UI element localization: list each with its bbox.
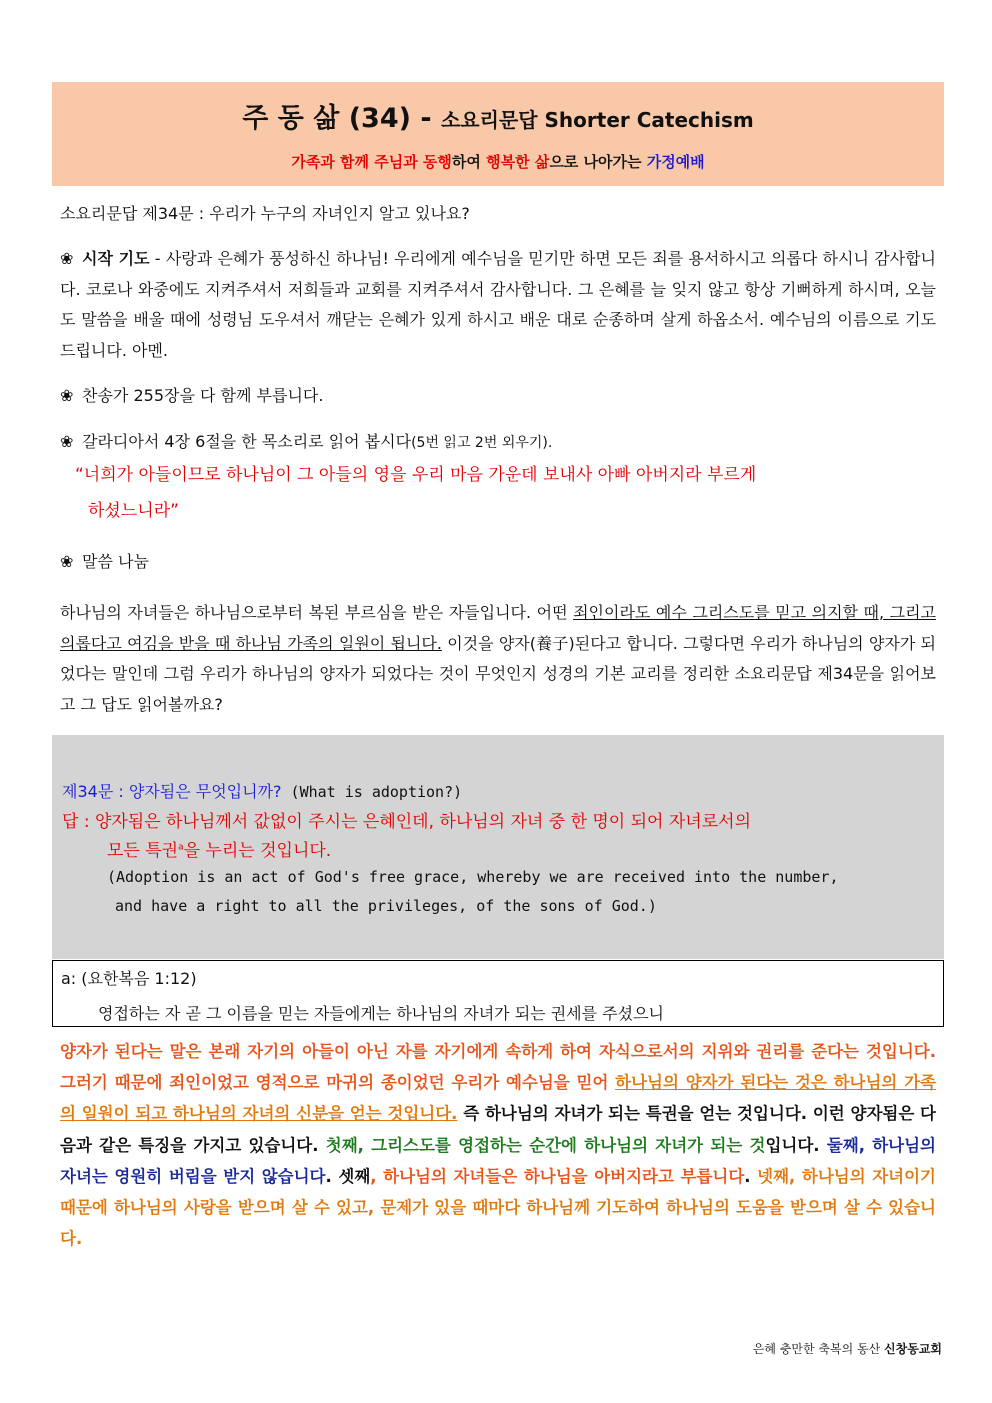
flower-bullet-icon: ❀ <box>60 386 74 405</box>
closing-segment: 셋째 <box>338 1166 371 1186</box>
question-label: 제34문 : 양자됨은 무엇입니까? <box>62 782 282 801</box>
catechism-english-line-2: and have a right to all the privileges, of the sons of God.) <box>115 897 657 915</box>
closing-segment: , 하나님의 자녀들은 하나님을 아버지라고 부릅니다 <box>370 1166 745 1186</box>
closing-segment: 둘째, 하나님의 자녀는 영원히 버림을 받지 않습니다 <box>60 1135 936 1186</box>
closing-segment: 입니다. <box>765 1135 827 1155</box>
sharing-text: 말씀 나눔 <box>82 552 149 571</box>
body-part-3: 이것을 양자(養子)된다고 합니다. 그렇다면 우리가 하나님의 양자가 되었다는 말인데 그럼 우리가 하나님의 양자가 되었다는 것이 무엇인지 성경의 기본 교리를 정리한 소요리문답 제34문을 읽어보고 그 답도 읽어볼까요? <box>60 633 936 714</box>
body-underlined: 죄인이라도 예수 그리스도를 믿고 의지할 때, 그리고 의롭다고 여김을 받을 때 하나님 가족의 일원이 됩니다. <box>60 603 936 653</box>
catechism-question <box>62 779 462 802</box>
page-header <box>52 82 944 186</box>
footer-text: 은혜 충만한 축복의 동산 <box>752 1342 885 1356</box>
footnote-marker: a <box>178 842 184 853</box>
closing-segment: 첫째, 그리스도를 영접하는 순간에 하나님의 자녀가 되는 것 <box>325 1135 766 1155</box>
hymn-line <box>60 383 323 406</box>
prayer-text: - 사랑과 은혜가 풍성하신 하나님! 우리에게 예수님을 믿기만 하면 모든 죄를 용서하시고 의롭다 하시니 감사합니다. 코로나 와중에도 지켜주셔서 저희들과 교회를 지켜주셔서 감사합니다. 그 은혜를 늘 잊지 않고 항상 기뻐하게 하시며, 오늘도 말씀을 배울 때에 성령님 도우셔서 깨닫는 은혜가 있게 하시고 배운 대로 순종하며 살게 하옵소서. 예수님의 이름으로 기도드립니다. 아멘. <box>60 249 936 360</box>
subtitle-part: 가정예배 <box>646 153 705 171</box>
closing-segment: . <box>744 1166 758 1186</box>
page-title <box>52 96 944 135</box>
hymn-text: 찬송가 255장을 다 함께 부릅니다. <box>82 386 324 405</box>
closing-segment: 양자가 된다는 말은 본래 자기의 아들이 아닌 자를 자기에게 속하게 하여 자식으로서의 지위와 권리를 준다는 것입니다. 그러기 때문에 죄인이었고 영적으로 마귀의 종이었던 우리가 예수님을 믿어 <box>60 1042 936 1093</box>
reading-line <box>60 429 552 452</box>
subtitle-part: 으로 나아가는 <box>549 153 647 171</box>
flower-bullet-icon: ❀ <box>60 432 74 451</box>
page-subtitle <box>52 151 944 172</box>
subtitle-part: 하여 <box>451 153 487 171</box>
catechism-english-line-1: (Adoption is an act of God's free grace, whereby we are received into the number, <box>107 868 839 886</box>
catechism-answer-line-1: 답 : 양자됨은 하나님께서 값없이 주시는 은혜인데, 하나님의 자녀 중 한 명이 되어 자녀로서의 <box>62 812 751 832</box>
answer-text: 모든 특권 <box>107 841 179 861</box>
page-footer <box>753 1340 942 1357</box>
prayer-paragraph <box>60 244 936 366</box>
catechism-answer-line-2 <box>107 836 331 861</box>
verse-line-1: “너희가 아들이므로 하나님이 그 아들의 영을 우리 마음 가운데 보내사 아빠 아버지라 부르게 <box>75 465 757 485</box>
title-sub: 소요리문답 Shorter Catechism <box>440 108 754 132</box>
subtitle-part: 주님과 동행 <box>374 153 452 171</box>
answer-text: 을 누리는 것입니다. <box>183 841 332 861</box>
question-line: 소요리문답 제34문 : 우리가 누구의 자녀인지 알고 있나요? <box>60 204 470 223</box>
reference-box <box>52 960 944 1027</box>
title-main: 주 동 삶 (34) - <box>242 103 441 134</box>
reading-note: (5번 읽고 2번 외우기). <box>411 435 553 451</box>
catechism-box <box>52 735 944 959</box>
verse-line-2: 하셨느니라” <box>88 501 179 521</box>
prayer-label: 시작 기도 <box>82 249 150 268</box>
subtitle-part: 가족과 함께 <box>291 153 375 171</box>
closing-segment: 즉 하나님의 자녀가 되는 특권을 얻는 것입니다. 이런 양자됨은 다음과 같은 특징을 가지고 있습니다. <box>60 1104 936 1155</box>
body-part-1: 하나님의 자녀들은 하나님으로부터 복된 부르심을 받은 자들입니다. 어떤 <box>60 603 574 622</box>
flower-bullet-icon: ❀ <box>60 249 74 268</box>
closing-paragraph <box>60 1036 936 1254</box>
subtitle-part: 행복한 삶 <box>486 153 550 171</box>
closing-segment: 하나님의 양자가 된다는 것은 하나님의 가족의 일원이 되고 하나님의 자녀의 신분을 얻는 것입니다. <box>60 1073 936 1124</box>
closing-segment: 넷째, 하나님의 자녀이기 때문에 하나님의 사랑을 받으며 살 수 있고, 문제가 있을 때마다 하나님께 기도하여 하나님의 도움을 받으며 살 수 있습니다. <box>60 1166 937 1249</box>
closing-segment: . <box>325 1166 339 1186</box>
reading-text: 갈라디아서 4장 6절을 한 목소리로 읽어 봅시다 <box>82 432 412 451</box>
flower-bullet-icon: ❀ <box>60 552 74 571</box>
reference-text: 영접하는 자 곧 그 이름을 믿는 자들에게는 하나님의 자녀가 되는 권세를 주셨으니 <box>98 1004 664 1023</box>
question-english: (What is adoption?) <box>281 783 463 801</box>
reference-label: a: (요한복음 1:12) <box>61 969 197 988</box>
church-name: 신창동교회 <box>884 1342 942 1356</box>
sharing-heading <box>60 549 149 572</box>
body-paragraph <box>60 598 936 720</box>
